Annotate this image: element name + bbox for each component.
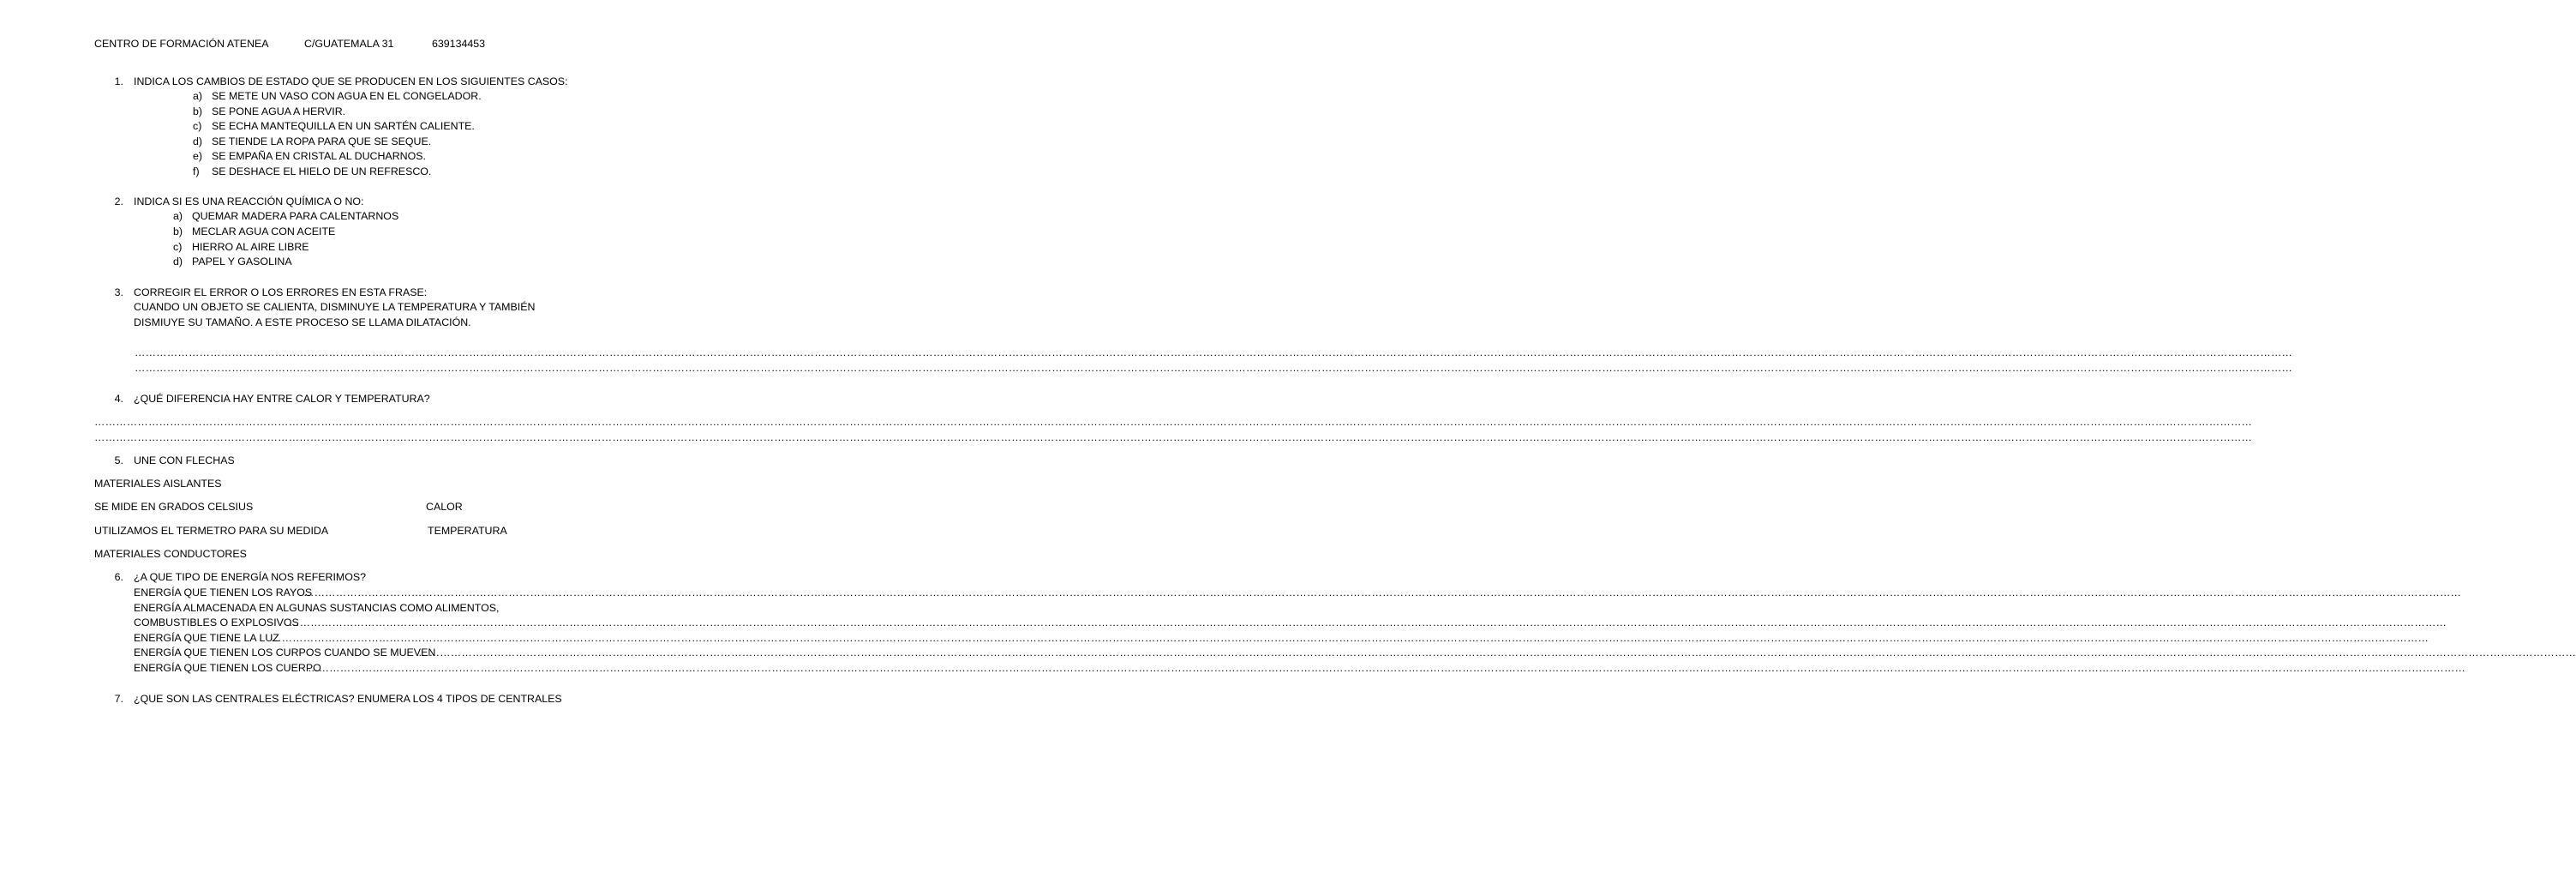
match-left-item: MATERIALES AISLANTES [94,478,222,490]
sentence-line: DISMIUYE SU TAMAÑO. A ESTE PROCESO SE LLAMA DILATACIÓN. [134,316,471,328]
school-name: CENTRO DE FORMACIÓN ATENEA [94,38,269,50]
answer-line[interactable]: …………………………………………………………………………………………………………………………………………………………………………………………………………………………………………………………………………………………………………………………………………………………………………………………………………………………………………………………………………………………………………………………………………………… [271,632,2429,644]
energy-prompt: ENERGÍA QUE TIENEN LOS CURPOS CUANDO SE MUEVEN [134,646,436,658]
answer-line[interactable]: …………………………………………………………………………………………………………………………………………………………………………………………………………………………………………………………………………………………………………………………………………………………………………………………………………………………………………………………………………………………………………………………………………………… [308,662,2466,674]
match-right-item: TEMPERATURA [428,525,507,537]
answer-line[interactable]: …………………………………………………………………………………………………………………………………………………………………………………………………………………………………………………………………………………………………………………………………………………………………………………………………………………………………………………………………………………………………………………………………………………… [418,646,2576,658]
energy-prompt: COMBUSTIBLES O EXPLOSIVOS [134,616,299,628]
answer-line[interactable]: …………………………………………………………………………………………………………………………………………………………………………………………………………………………………………………………………………………………………………………………………………………………………………………………………………………………………………………………………………………………………………………………………………………… [94,431,2253,443]
answer-line[interactable]: …………………………………………………………………………………………………………………………………………………………………………………………………………………………………………………………………………………………………………………………………………………………………………………………………………………………………………………………………………………………………………………………………………………… [289,616,2447,628]
question-number: 4. [114,393,123,405]
energy-prompt: ENERGÍA QUE TIENEN LOS RAYOS [134,586,313,598]
question-number: 5. [114,454,123,466]
match-left-item: MATERIALES CONDUCTORES [94,548,247,560]
match-left-item: SE MIDE EN GRADOS CELSIUS [94,501,254,513]
energy-prompt: ENERGÍA QUE TIENEN LOS CUERPO [134,662,321,674]
question-text: UNE CON FLECHAS [134,454,235,466]
question-number: 1. [114,75,123,87]
answer-line[interactable]: …………………………………………………………………………………………………………………………………………………………………………………………………………………………………………………………………………………………………………………………………………………………………………………………………………………………………………………………………………………………………………………………………………………… [135,346,2293,358]
question-number: 7. [114,693,123,705]
question-number: 3. [114,286,123,298]
answer-line[interactable]: …………………………………………………………………………………………………………………………………………………………………………………………………………………………………………………………………………………………………………………………………………………………………………………………………………………………………………………………………………………………………………………………………………………… [94,416,2253,428]
question-text: ¿A QUE TIPO DE ENERGÍA NOS REFERIMOS? [134,571,367,583]
answer-line[interactable]: …………………………………………………………………………………………………………………………………………………………………………………………………………………………………………………………………………………………………………………………………………………………………………………………………………………………………………………………………………………………………………………………………………………… [135,362,2293,374]
school-phone: 639134453 [432,38,486,50]
question-text: ¿QUE SON LAS CENTRALES ELÉCTRICAS? ENUMERA LOS 4 TIPOS DE CENTRALES [134,693,562,705]
energy-prompt: ENERGÍA ALMACENADA EN ALGUNAS SUSTANCIAS COMO ALIMENTOS, [134,602,500,614]
sentence-line: CUANDO UN OBJETO SE CALIENTA, DISMINUYE LA TEMPERATURA Y TAMBIÉN [134,301,536,313]
question-text: INDICA LOS CAMBIOS DE ESTADO QUE SE PRODUCEN EN LOS SIGUIENTES CASOS: [134,75,568,87]
question-text: ¿QUÉ DIFERENCIA HAY ENTRE CALOR Y TEMPERATURA? [134,393,430,405]
energy-prompt: ENERGÍA QUE TIENE LA LUZ [134,632,279,644]
match-left-item: UTILIZAMOS EL TERMETRO PARA SU MEDIDA [94,525,329,537]
question-text: INDICA SI ES UNA REACCIÓN QUÍMICA O NO: [134,195,364,207]
question-number: 6. [114,571,123,583]
answer-line[interactable]: …………………………………………………………………………………………………………………………………………………………………………………………………………………………………………………………………………………………………………………………………………………………………………………………………………………………………………………………………………………………………………………………………………………… [303,586,2462,598]
match-right-item: CALOR [426,501,463,513]
question-text: CORREGIR EL ERROR O LOS ERRORES EN ESTA FRASE: [134,286,428,298]
school-address: C/GUATEMALA 31 [304,38,394,50]
question-number: 2. [114,195,123,207]
